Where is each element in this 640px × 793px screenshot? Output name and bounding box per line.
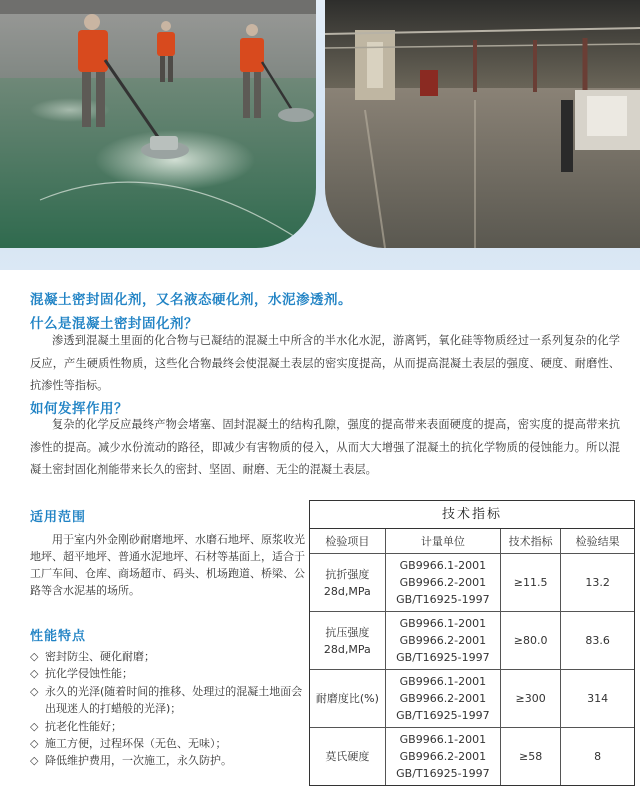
- spec-cell: ≥11.5: [501, 554, 561, 612]
- how-text: 复杂的化学反应最终产物会堵塞、固封混凝土的结构孔隙，强度的提高带来表面硬度的提高，密实度的提高带来抗渗性的提高。减少水份流动的路径，即减少有害物质的侵入，从而大大增强了混凝土的抗化学物质的侵蚀能力。所以混凝土密封固化剂能带来长久的密封、坚固、耐磨、无尘的混凝土表层。: [30, 418, 620, 476]
- feature-item: ◇ 密封防尘、硬化耐磨；: [30, 648, 305, 665]
- item-cell: 耐磨度比(%): [310, 670, 385, 728]
- item-cell: 抗压强度 28d,MPa: [310, 612, 385, 670]
- diamond-bullet-icon: ◇: [30, 650, 39, 663]
- result-cell: 13.2: [561, 554, 634, 612]
- features-list: [30, 648, 305, 770]
- standard-cell: GB9966.1-2001 GB9966.2-2001 GB/T16925-1997: [385, 728, 500, 786]
- standard-cell: GB9966.1-2001 GB9966.2-2001 GB/T16925-1997: [385, 612, 500, 670]
- scope-text: 用于室内外金刚砂耐磨地坪、水磨石地坪、原浆收光地坪、超平地坪、普通水泥地坪、石材等基面上，适合于工厂车间、仓库、商场超市、码头、机场跑道、桥梁、公路等含水泥基的场所。: [30, 533, 305, 597]
- table-row: [310, 612, 634, 670]
- scope-title: 适用范围: [30, 510, 87, 525]
- diamond-bullet-icon: ◇: [30, 684, 39, 698]
- what-text: 渗透到混凝土里面的化合物与已凝结的混凝土中所含的半水化水泥，游离钙，氧化硅等物质经过一系列复杂的化学反应，产生硬质性物质，这些化合物最终会使混凝土表层的密实度提高，从而提高混凝土表层的强度、硬度、耐磨性、抗渗性等指标。: [30, 334, 620, 392]
- feature-item: ◇ 施工方便，过程环保（无色、无味）；: [30, 735, 305, 752]
- feature-item: ◇ 抗老化性能好；: [30, 718, 305, 735]
- feature-item: ◇ 降低维护费用，一次施工，永久防护。: [30, 752, 305, 769]
- result-cell: 8: [561, 728, 634, 786]
- diamond-bullet-icon: ◇: [30, 719, 39, 733]
- spec-grid: [310, 529, 634, 785]
- spec-cell: ≥300: [501, 670, 561, 728]
- result-cell: 83.6: [561, 612, 634, 670]
- spec-cell: ≥58: [501, 728, 561, 786]
- left-column: [30, 506, 305, 770]
- diamond-bullet-icon: ◇: [30, 667, 39, 681]
- table-row: [310, 728, 634, 786]
- spec-header-row: [310, 529, 634, 554]
- result-cell: 314: [561, 670, 634, 728]
- how-title: 如何发挥作用？: [30, 401, 128, 417]
- feature-item: ◇ 永久的光泽(随着时间的推移、处理过的混凝土地面会出现迷人的打蜡般的光泽)；: [30, 684, 303, 716]
- diamond-bullet-icon: ◇: [30, 737, 39, 751]
- item-cell: 莫氏硬度: [310, 728, 385, 786]
- standard-cell: GB9966.1-2001 GB9966.2-2001 GB/T16925-1997: [385, 670, 500, 728]
- diamond-bullet-icon: ◇: [30, 754, 39, 768]
- item-cell: 抗折强度 28d,MPa: [310, 554, 385, 612]
- standard-cell: GB9966.1-2001 GB9966.2-2001 GB/T16925-1997: [385, 554, 500, 612]
- photo-warehouse-floor: [325, 0, 640, 248]
- col-header: 检验结果: [561, 529, 634, 554]
- col-header: 技术指标: [501, 529, 561, 554]
- spec-table: [309, 500, 635, 786]
- spec-cell: ≥80.0: [501, 612, 561, 670]
- features-title: 性能特点: [30, 629, 87, 644]
- table-row: [310, 670, 634, 728]
- spec-table-title: 技术指标: [310, 501, 634, 529]
- table-row: [310, 554, 634, 612]
- col-header: 检验项目: [310, 529, 385, 554]
- headline: 混凝土密封固化剂，又名液态硬化剂，水泥渗透剂。: [30, 292, 352, 308]
- photo-workers-polishing: [0, 0, 316, 248]
- features-section: [30, 625, 305, 770]
- col-header: 计量单位: [385, 529, 500, 554]
- feature-item: ◇ 抗化学侵蚀性能；: [30, 665, 305, 682]
- what-title: 什么是混凝土密封固化剂？: [30, 316, 198, 332]
